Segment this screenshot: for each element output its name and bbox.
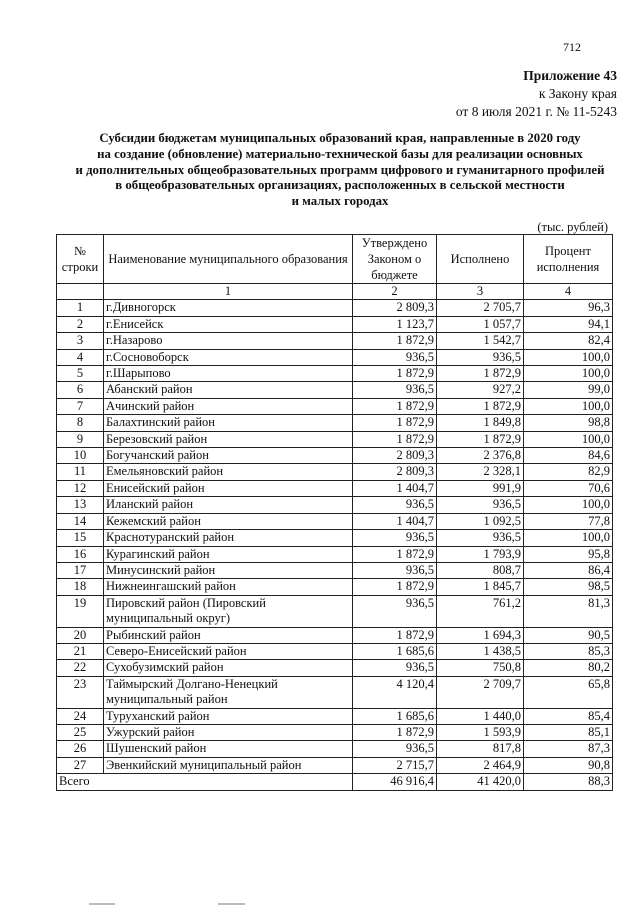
table-header-row <box>57 235 613 284</box>
executed-amount: 1 092,5 <box>437 513 524 529</box>
table-row <box>57 415 613 431</box>
row-number: 20 <box>57 627 104 643</box>
executed-amount: 2 709,7 <box>437 676 524 708</box>
table-row <box>57 398 613 414</box>
approved-amount: 936,5 <box>353 595 437 627</box>
municipality-name: Минусинский район <box>104 562 353 578</box>
municipality-name: Пировский район (Пировский муниципальный округ) <box>104 595 353 627</box>
execution-percent: 100,0 <box>524 366 613 382</box>
row-number: 26 <box>57 741 104 757</box>
approved-amount: 1 872,9 <box>353 724 437 740</box>
execution-percent: 100,0 <box>524 349 613 365</box>
approved-amount: 2 809,3 <box>353 464 437 480</box>
municipality-name: Курагинский район <box>104 546 353 562</box>
execution-percent: 85,3 <box>524 643 613 659</box>
table-row <box>57 366 613 382</box>
approved-amount: 936,5 <box>353 562 437 578</box>
executed-amount: 1 542,7 <box>437 333 524 349</box>
execution-percent: 81,3 <box>524 595 613 627</box>
municipality-name: Туруханский район <box>104 708 353 724</box>
row-number: 27 <box>57 757 104 773</box>
column-index: 1 <box>104 284 353 300</box>
approved-amount: 936,5 <box>353 660 437 676</box>
row-number: 13 <box>57 497 104 513</box>
municipality-name: Эвенкийский муниципальный район <box>104 757 353 773</box>
row-number: 4 <box>57 349 104 365</box>
execution-percent: 94,1 <box>524 316 613 332</box>
approved-amount: 1 872,9 <box>353 546 437 562</box>
municipality-name: Кежемский район <box>104 513 353 529</box>
approved-amount: 936,5 <box>353 530 437 546</box>
table-row <box>57 546 613 562</box>
row-number: 18 <box>57 579 104 595</box>
table-row <box>57 464 613 480</box>
total-row <box>57 774 613 790</box>
column-index <box>57 284 104 300</box>
executed-amount: 817,8 <box>437 741 524 757</box>
table-row <box>57 708 613 724</box>
execution-percent: 85,4 <box>524 708 613 724</box>
municipality-name: г.Сосновоборск <box>104 349 353 365</box>
total-percent: 88,3 <box>524 774 613 790</box>
row-number: 12 <box>57 480 104 496</box>
executed-amount: 936,5 <box>437 349 524 365</box>
execution-percent: 90,8 <box>524 757 613 773</box>
municipality-name: Емельяновский район <box>104 464 353 480</box>
title-line: и малых городах <box>291 194 389 209</box>
execution-percent: 80,2 <box>524 660 613 676</box>
municipality-name: г.Енисейск <box>104 316 353 332</box>
municipality-name: Иланский район <box>104 497 353 513</box>
row-number: 21 <box>57 643 104 659</box>
column-index-row <box>57 284 613 300</box>
row-number: 23 <box>57 676 104 708</box>
executed-amount: 1 057,7 <box>437 316 524 332</box>
table-row <box>57 757 613 773</box>
municipality-name: Таймырский Долгано-Ненецкий муниципальный район <box>104 676 353 708</box>
total-executed: 41 420,0 <box>437 774 524 790</box>
total-approved: 46 916,4 <box>353 774 437 790</box>
appendix-law-date: от 8 июля 2021 г. № 11-5243 <box>455 104 617 119</box>
executed-amount: 1 438,5 <box>437 643 524 659</box>
execution-percent: 98,8 <box>524 415 613 431</box>
table-row <box>57 741 613 757</box>
row-number: 2 <box>57 316 104 332</box>
table-row <box>57 448 613 464</box>
execution-percent: 95,8 <box>524 546 613 562</box>
executed-amount: 750,8 <box>437 660 524 676</box>
executed-amount: 936,5 <box>437 530 524 546</box>
executed-amount: 1 440,0 <box>437 708 524 724</box>
header-row-number: № строки <box>57 235 104 284</box>
approved-amount: 1 872,9 <box>353 431 437 447</box>
column-index: 2 <box>353 284 437 300</box>
table-row <box>57 676 613 708</box>
municipality-name: Балахтинский район <box>104 415 353 431</box>
approved-amount: 1 404,7 <box>353 513 437 529</box>
executed-amount: 927,2 <box>437 382 524 398</box>
municipality-name: Богучанский район <box>104 448 353 464</box>
approved-amount: 936,5 <box>353 382 437 398</box>
title-line: на создание (обновление) материально-технической базы для реализации основных <box>97 146 583 161</box>
executed-amount: 1 872,9 <box>437 398 524 414</box>
executed-amount: 808,7 <box>437 562 524 578</box>
approved-amount: 1 872,9 <box>353 333 437 349</box>
appendix-title: Приложение 43 <box>523 68 617 83</box>
row-number: 1 <box>57 300 104 316</box>
row-number: 3 <box>57 333 104 349</box>
municipality-name: Сухобузимский район <box>104 660 353 676</box>
table-row <box>57 480 613 496</box>
table-row <box>57 316 613 332</box>
execution-percent: 99,0 <box>524 382 613 398</box>
execution-percent: 87,3 <box>524 741 613 757</box>
table-row <box>57 595 613 627</box>
municipality-name: Шушенский район <box>104 741 353 757</box>
row-number: 25 <box>57 724 104 740</box>
approved-amount: 1 685,6 <box>353 708 437 724</box>
table-row <box>57 643 613 659</box>
execution-percent: 84,6 <box>524 448 613 464</box>
approved-amount: 1 123,7 <box>353 316 437 332</box>
title-line: в общеобразовательных организациях, расположенных в сельской местности <box>115 178 565 193</box>
approved-amount: 936,5 <box>353 349 437 365</box>
execution-percent: 96,3 <box>524 300 613 316</box>
executed-amount: 1 694,3 <box>437 627 524 643</box>
title-line: Субсидии бюджетам муниципальных образований края, направленные в 2020 году <box>99 131 581 145</box>
municipality-name: Краснотуранский район <box>104 530 353 546</box>
execution-percent: 90,5 <box>524 627 613 643</box>
row-number: 14 <box>57 513 104 529</box>
municipality-name: Абанский район <box>104 382 353 398</box>
municipality-name: Енисейский район <box>104 480 353 496</box>
municipality-name: Нижнеингашский район <box>104 579 353 595</box>
approved-amount: 936,5 <box>353 497 437 513</box>
table-row <box>57 562 613 578</box>
approved-amount: 1 872,9 <box>353 579 437 595</box>
document-title <box>40 131 640 210</box>
executed-amount: 1 872,9 <box>437 366 524 382</box>
row-number: 11 <box>57 464 104 480</box>
row-number: 7 <box>57 398 104 414</box>
title-line: и дополнительных общеобразовательных программ цифрового и гуманитарного профилей <box>75 162 605 177</box>
approved-amount: 2 809,3 <box>353 448 437 464</box>
municipality-name: г.Шарыпово <box>104 366 353 382</box>
header-executed: Исполнено <box>437 235 524 284</box>
table-row <box>57 431 613 447</box>
execution-percent: 77,8 <box>524 513 613 529</box>
row-number: 6 <box>57 382 104 398</box>
row-number: 24 <box>57 708 104 724</box>
table-row <box>57 660 613 676</box>
executed-amount: 761,2 <box>437 595 524 627</box>
approved-amount: 1 685,6 <box>353 643 437 659</box>
row-number: 8 <box>57 415 104 431</box>
approved-amount: 4 120,4 <box>353 676 437 708</box>
table-row <box>57 382 613 398</box>
executed-amount: 2 464,9 <box>437 757 524 773</box>
row-number: 10 <box>57 448 104 464</box>
approved-amount: 1 872,9 <box>353 627 437 643</box>
executed-amount: 2 328,1 <box>437 464 524 480</box>
execution-percent: 100,0 <box>524 398 613 414</box>
page-number: 712 <box>563 40 581 54</box>
municipality-name: г.Назарово <box>104 333 353 349</box>
row-number: 15 <box>57 530 104 546</box>
row-number: 16 <box>57 546 104 562</box>
table-row <box>57 627 613 643</box>
table-row <box>57 530 613 546</box>
execution-percent: 70,6 <box>524 480 613 496</box>
table-row <box>57 300 613 316</box>
executed-amount: 2 705,7 <box>437 300 524 316</box>
municipality-name: Березовский район <box>104 431 353 447</box>
executed-amount: 936,5 <box>437 497 524 513</box>
executed-amount: 1 793,9 <box>437 546 524 562</box>
execution-percent: 82,4 <box>524 333 613 349</box>
header-percent: Процент исполнения <box>524 235 613 284</box>
approved-amount: 2 715,7 <box>353 757 437 773</box>
subsidies-table <box>56 234 613 791</box>
appendix-header <box>456 67 617 121</box>
approved-amount: 1 404,7 <box>353 480 437 496</box>
municipality-name: Северо-Енисейский район <box>104 643 353 659</box>
execution-percent: 100,0 <box>524 530 613 546</box>
execution-percent: 100,0 <box>524 431 613 447</box>
column-index: 3 <box>437 284 524 300</box>
units-label: (тыс. рублей) <box>537 220 608 234</box>
execution-percent: 82,9 <box>524 464 613 480</box>
municipality-name: Ужурский район <box>104 724 353 740</box>
municipality-name: г.Дивногорск <box>104 300 353 316</box>
table-row <box>57 333 613 349</box>
execution-percent: 85,1 <box>524 724 613 740</box>
municipality-name: Рыбинский район <box>104 627 353 643</box>
approved-amount: 1 872,9 <box>353 366 437 382</box>
executed-amount: 1 845,7 <box>437 579 524 595</box>
header-approved: Утверждено Законом о бюджете <box>353 235 437 284</box>
table-row <box>57 497 613 513</box>
executed-amount: 991,9 <box>437 480 524 496</box>
execution-percent: 100,0 <box>524 497 613 513</box>
approved-amount: 2 809,3 <box>353 300 437 316</box>
row-number: 19 <box>57 595 104 627</box>
row-number: 9 <box>57 431 104 447</box>
executed-amount: 1 849,8 <box>437 415 524 431</box>
executed-amount: 1 593,9 <box>437 724 524 740</box>
total-label: Всего <box>57 774 353 790</box>
table-row <box>57 579 613 595</box>
row-number: 17 <box>57 562 104 578</box>
execution-percent: 98,5 <box>524 579 613 595</box>
executed-amount: 1 872,9 <box>437 431 524 447</box>
table-row <box>57 724 613 740</box>
executed-amount: 2 376,8 <box>437 448 524 464</box>
header-municipality: Наименование муниципального образования <box>104 235 353 284</box>
execution-percent: 86,4 <box>524 562 613 578</box>
approved-amount: 1 872,9 <box>353 398 437 414</box>
row-number: 22 <box>57 660 104 676</box>
execution-percent: 65,8 <box>524 676 613 708</box>
appendix-law-ref: к Закону края <box>538 86 617 101</box>
column-index: 4 <box>524 284 613 300</box>
approved-amount: 1 872,9 <box>353 415 437 431</box>
table-row <box>57 513 613 529</box>
approved-amount: 936,5 <box>353 741 437 757</box>
row-number: 5 <box>57 366 104 382</box>
table-row <box>57 349 613 365</box>
municipality-name: Ачинский район <box>104 398 353 414</box>
